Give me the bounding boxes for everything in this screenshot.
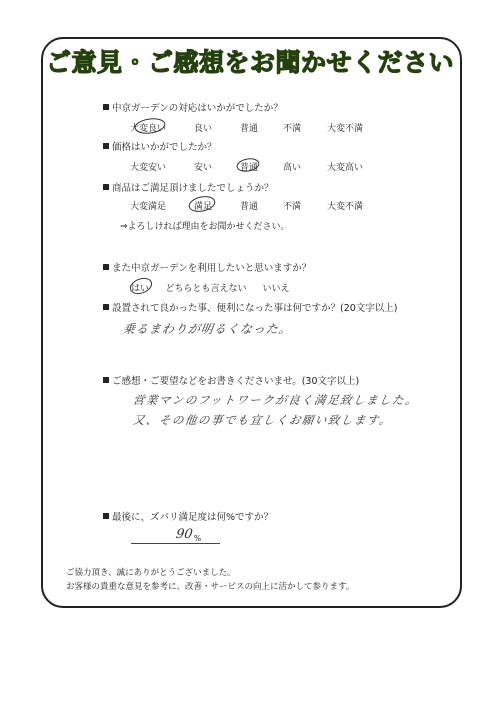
question-feedback-label: ご感想・ご要望などをお書きくださいませ。(30文字以上) bbox=[112, 376, 360, 387]
option-very-satisfied[interactable]: 大変満足 bbox=[129, 202, 167, 212]
footer-improvement-note: お客様の貴重な意見を参考に、改善・サービスの向上に活かして参ります。 bbox=[66, 582, 355, 592]
handwritten-answer-feedback-line2: 又、その他の事でも宜しくお願い致します。 bbox=[132, 413, 394, 427]
reason-prompt: ⇒よろしければ理由をお聞かせください。 bbox=[120, 222, 290, 232]
question-satisfaction-label: 最後に、ズバリ満足度は何%ですか？ bbox=[112, 512, 274, 523]
handwritten-answer-benefits: 乗るまわりが明るくなった。 bbox=[121, 322, 293, 336]
option-satisfied[interactable]: 満足 bbox=[193, 202, 213, 212]
question-benefits bbox=[103, 300, 398, 314]
question-satisfaction bbox=[103, 509, 273, 523]
satisfaction-answer-line bbox=[131, 543, 220, 544]
option-normal[interactable]: 普通 bbox=[239, 124, 259, 134]
option-cheap[interactable]: 安い bbox=[193, 163, 213, 173]
question-service bbox=[103, 100, 283, 114]
handwritten-answer-feedback-line1: 営業マンのフットワークが良く満足致しました。 bbox=[132, 393, 420, 407]
option-dissatisfied[interactable]: 不満 bbox=[282, 202, 302, 212]
question-reuse bbox=[103, 260, 311, 274]
option-yes[interactable]: はい bbox=[130, 284, 150, 294]
question-reuse-label: また中京ガーデンを利用したいと思いますか？ bbox=[112, 263, 312, 274]
option-very-expensive[interactable]: 大変高い bbox=[326, 163, 364, 173]
option-neither[interactable]: どちらとも言えない bbox=[165, 284, 247, 294]
bullet-square-icon bbox=[103, 304, 109, 310]
question-product-label: 商品はご満足頂けましたでしょうか？ bbox=[112, 183, 274, 194]
option-good[interactable]: 良い bbox=[193, 124, 213, 134]
percent-unit: % bbox=[194, 534, 202, 543]
option-normal[interactable]: 普通 bbox=[239, 163, 259, 173]
question-benefits-label: 設置されて良かった事、便利になった事は何ですか？(20文字以上) bbox=[112, 303, 398, 314]
bullet-square-icon bbox=[103, 184, 109, 190]
option-normal[interactable]: 普通 bbox=[239, 202, 259, 212]
question-price bbox=[103, 139, 217, 153]
question-price-label: 価格はいかがでしたか？ bbox=[112, 142, 217, 153]
question-service-label: 中京ガーデンの対応はいかがでしたか？ bbox=[112, 103, 283, 114]
question-feedback bbox=[103, 373, 359, 387]
footer-thanks: ご協力頂き、誠にありがとうございました。 bbox=[66, 568, 236, 578]
option-very-good[interactable]: 大変良い bbox=[129, 124, 167, 134]
form-title: ご意見・ご感想をお聞かせください bbox=[45, 48, 454, 77]
bullet-square-icon bbox=[103, 264, 109, 270]
option-very-dissatisfied[interactable]: 大変不満 bbox=[326, 124, 364, 134]
bullet-square-icon bbox=[103, 513, 109, 519]
option-very-dissatisfied[interactable]: 大変不満 bbox=[326, 202, 364, 212]
handwritten-satisfaction-value: 90 bbox=[174, 527, 194, 542]
option-very-cheap[interactable]: 大変安い bbox=[129, 163, 167, 173]
bullet-square-icon bbox=[103, 104, 109, 110]
option-no[interactable]: いいえ bbox=[262, 284, 290, 294]
question-product bbox=[103, 180, 274, 194]
bullet-square-icon bbox=[103, 377, 109, 383]
option-expensive[interactable]: 高い bbox=[282, 163, 302, 173]
bullet-square-icon bbox=[103, 143, 109, 149]
option-dissatisfied[interactable]: 不満 bbox=[282, 124, 302, 134]
